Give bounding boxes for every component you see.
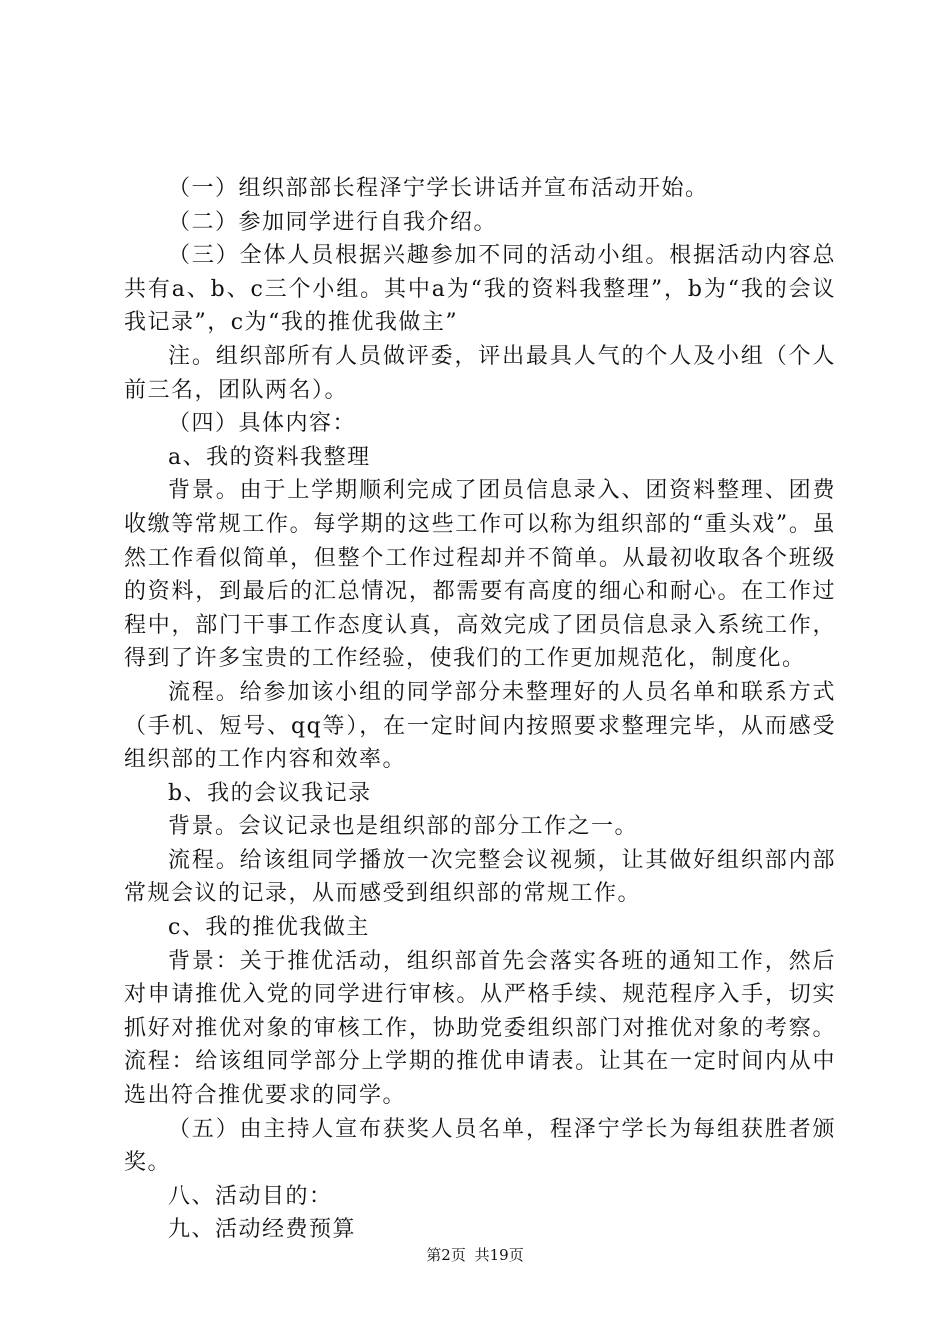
paragraph-15: 八、活动目的： — [168, 1183, 333, 1209]
document-body — [124, 172, 836, 1247]
paragraph-7: 背景。由于上学期顺利完成了团员信息录入、团资料整理、团费收缴等常规工作。每学期的这些工作可以称为组织部的“重头戏”。虽然工作看似简单，但整个工作过程却并不简单。从最初收取各个班级的资料，到最后的汇总情况，都需要有高度的细心和耐心。在工作过程中，部门干事工作态度认真，高效完成了团员信息录入系统工作，得到了许多宝贵的工作经验，使我们的工作更加规范化，制度化。 — [124, 478, 836, 672]
page-total: 共19页 — [474, 1246, 524, 1264]
paragraph-14: （五）由主持人宣布获奖人员名单，程泽宁学长为每组获胜者颁奖。 — [124, 1116, 836, 1176]
paragraph-9: b、我的会议我记录 — [168, 780, 372, 806]
paragraph-8: 流程。给参加该小组的同学部分未整理好的人员名单和联系方式（手机、短号、qq等），在一定时间内按照要求整理完毕，从而感受组织部的工作内容和效率。 — [124, 679, 836, 773]
paragraph-1: （一）组织部部长程泽宁学长讲话并宣布活动开始。 — [168, 176, 709, 201]
page-footer — [0, 1245, 950, 1265]
paragraph-10: 背景。会议记录也是组织部的部分工作之一。 — [168, 814, 639, 840]
paragraph-3: （三）全体人员根据兴趣参加不同的活动小组。根据活动内容总共有a、b、c三个小组。其中a为“我的资料我整理”，b为“我的会议我记录”，c为“我的推优我做主” — [124, 243, 836, 336]
paragraph-2: （二）参加同学进行自我介绍。 — [168, 209, 498, 235]
paragraph-5: （四）具体内容： — [168, 411, 357, 437]
paragraph-13: 背景：关于推优活动，组织部首先会落实各班的通知工作，然后对申请推优入党的同学进行审核。从严格手续、规范程序入手，切实抓好对推优对象的审核工作，协助党委组织部门对推优对象的考察。流程：给该组同学部分上学期的推优申请表。让其在一定时间内从中选出符合推优要求的同学。 — [124, 948, 836, 1109]
paragraph-4: 注。组织部所有人员做评委，评出最具人气的个人及小组（个人前三名，团队两名）。 — [124, 343, 836, 403]
page-number: 第2页 — [426, 1246, 466, 1264]
paragraph-12: c、我的推优我做主 — [168, 915, 370, 941]
paragraph-11: 流程。给该组同学播放一次完整会议视频，让其做好组织部内部常规会议的记录，从而感受到组织部的常规工作。 — [124, 847, 836, 907]
paragraph-16: 九、活动经费预算 — [168, 1217, 357, 1243]
paragraph-6: a、我的资料我整理 — [168, 444, 371, 470]
